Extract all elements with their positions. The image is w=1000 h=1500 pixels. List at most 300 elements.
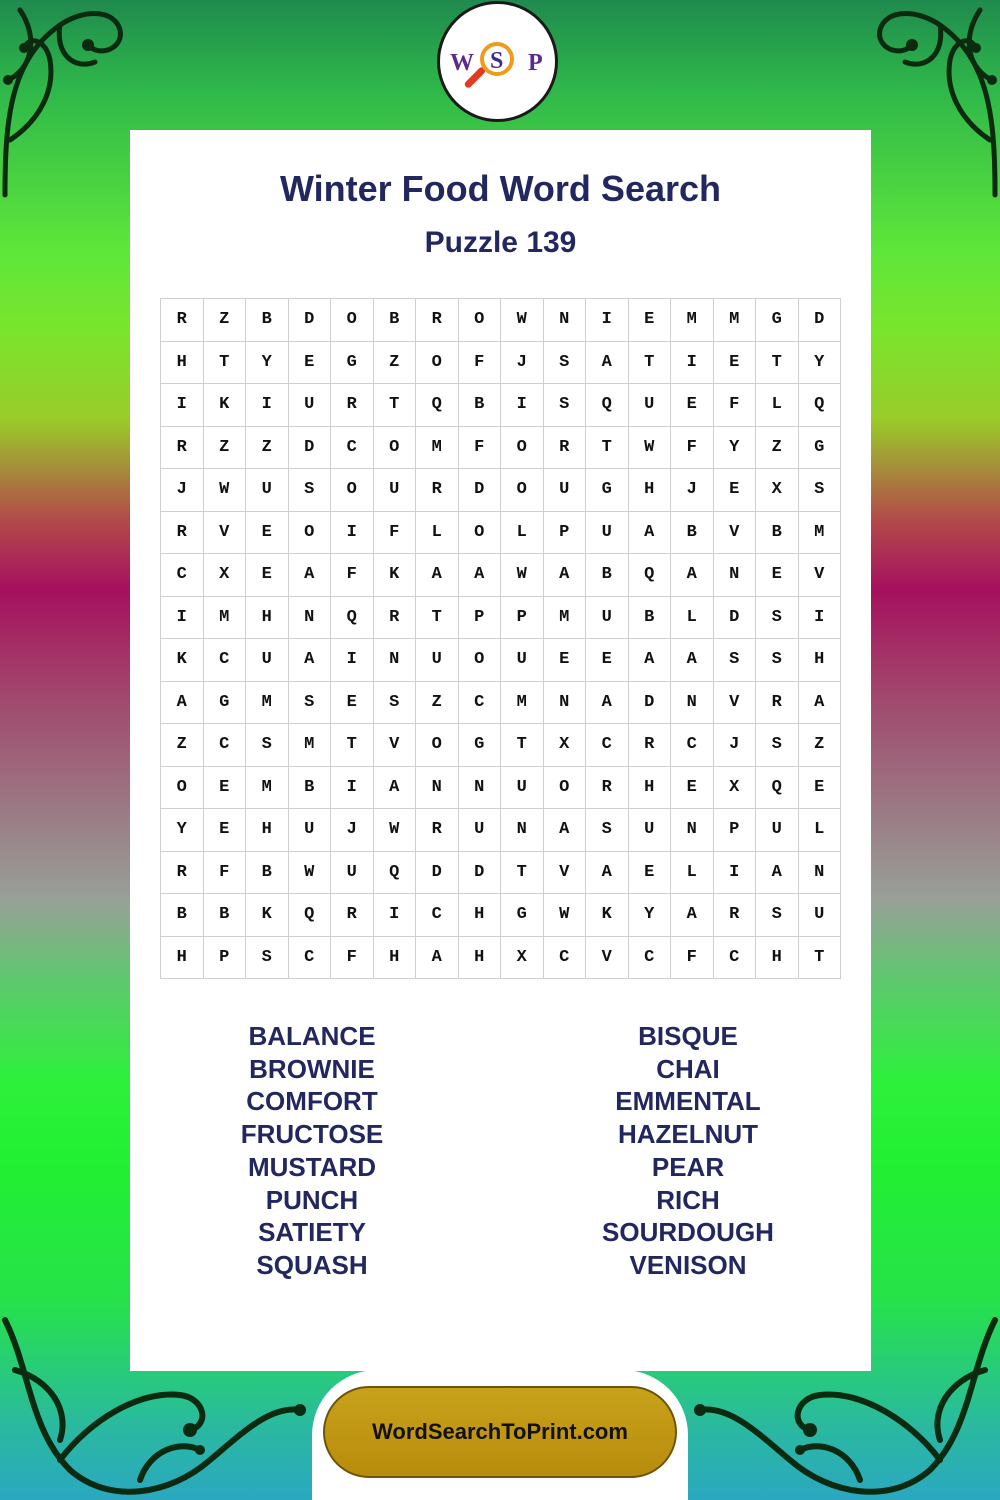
word-list-item: BROWNIE <box>249 1053 375 1084</box>
grid-cell[interactable]: C <box>458 681 501 724</box>
grid-cell[interactable]: O <box>543 766 586 809</box>
corner-ornament-top-right <box>870 0 1000 200</box>
grid-cell[interactable]: I <box>331 766 374 809</box>
grid-cell[interactable]: C <box>586 724 629 767</box>
grid-cell[interactable]: Q <box>628 554 671 597</box>
grid-cell[interactable]: J <box>671 469 714 512</box>
grid-cell[interactable]: T <box>628 341 671 384</box>
grid-row <box>161 469 841 512</box>
grid-cell[interactable]: C <box>628 936 671 979</box>
grid-cell[interactable]: Y <box>713 426 756 469</box>
grid-cell[interactable]: Q <box>373 851 416 894</box>
grid-cell[interactable]: R <box>161 511 204 554</box>
grid-cell[interactable]: A <box>671 894 714 937</box>
grid-cell[interactable]: Z <box>756 426 799 469</box>
word-list-item: BALANCE <box>248 1021 376 1051</box>
grid-cell[interactable]: Z <box>416 681 459 724</box>
logo-letter-w: W <box>450 50 474 76</box>
grid-cell[interactable]: B <box>628 596 671 639</box>
grid-cell[interactable]: P <box>203 936 246 979</box>
grid-cell[interactable]: F <box>671 426 714 469</box>
grid-cell[interactable]: J <box>161 469 204 512</box>
grid-cell[interactable]: A <box>671 639 714 682</box>
grid-cell[interactable]: A <box>798 681 841 724</box>
grid-cell[interactable]: V <box>543 851 586 894</box>
grid-cell[interactable]: Z <box>203 426 246 469</box>
grid-cell[interactable]: W <box>373 809 416 852</box>
grid-cell[interactable]: P <box>458 596 501 639</box>
grid-cell[interactable]: H <box>458 894 501 937</box>
grid-cell[interactable]: E <box>628 299 671 342</box>
grid-cell[interactable]: V <box>586 936 629 979</box>
grid-cell[interactable]: B <box>161 894 204 937</box>
word-list-item: SOURDOUGH <box>602 1217 774 1248</box>
grid-cell[interactable]: A <box>586 851 629 894</box>
grid-cell[interactable]: R <box>416 299 459 342</box>
grid-cell[interactable]: A <box>543 809 586 852</box>
grid-cell[interactable]: U <box>501 766 544 809</box>
grid-cell[interactable]: A <box>416 936 459 979</box>
grid-cell[interactable]: M <box>416 426 459 469</box>
grid-cell[interactable]: Z <box>246 426 289 469</box>
grid-cell[interactable]: H <box>373 936 416 979</box>
grid-cell[interactable]: F <box>331 554 374 597</box>
grid-cell[interactable]: R <box>756 681 799 724</box>
grid-cell[interactable]: O <box>331 299 374 342</box>
grid-cell[interactable]: O <box>458 299 501 342</box>
grid-cell[interactable]: H <box>246 596 289 639</box>
grid-cell[interactable]: W <box>501 299 544 342</box>
grid-cell[interactable]: X <box>501 936 544 979</box>
grid-cell[interactable]: T <box>756 341 799 384</box>
grid-cell[interactable]: R <box>331 384 374 427</box>
grid-cell[interactable]: U <box>458 809 501 852</box>
grid-cell[interactable]: Q <box>288 894 331 937</box>
grid-cell[interactable]: B <box>373 299 416 342</box>
grid-row <box>161 851 841 894</box>
grid-cell[interactable]: E <box>203 766 246 809</box>
grid-cell[interactable]: B <box>756 511 799 554</box>
grid-cell[interactable]: F <box>671 936 714 979</box>
grid-cell[interactable]: S <box>543 384 586 427</box>
grid-cell[interactable]: R <box>161 426 204 469</box>
grid-cell[interactable]: F <box>373 511 416 554</box>
word-list-item: SQUASH <box>256 1249 368 1280</box>
grid-cell[interactable]: C <box>543 936 586 979</box>
grid-cell[interactable]: T <box>373 384 416 427</box>
grid-cell[interactable]: D <box>628 681 671 724</box>
grid-cell[interactable]: B <box>288 766 331 809</box>
grid-cell[interactable]: G <box>331 341 374 384</box>
grid-row <box>161 809 841 852</box>
grid-cell[interactable]: E <box>543 639 586 682</box>
grid-cell[interactable]: V <box>713 511 756 554</box>
grid-cell[interactable]: S <box>586 809 629 852</box>
word-list-item: SATIETY <box>258 1217 366 1248</box>
grid-cell[interactable]: N <box>671 809 714 852</box>
grid-cell[interactable]: C <box>288 936 331 979</box>
grid-cell[interactable]: E <box>586 639 629 682</box>
grid-cell[interactable]: D <box>713 596 756 639</box>
corner-ornament-top-left <box>0 0 130 200</box>
grid-cell[interactable]: E <box>203 809 246 852</box>
grid-cell[interactable]: L <box>798 809 841 852</box>
grid-cell[interactable]: U <box>543 469 586 512</box>
grid-cell[interactable]: S <box>246 724 289 767</box>
grid-cell[interactable]: P <box>501 596 544 639</box>
grid-cell[interactable]: U <box>798 894 841 937</box>
grid-cell[interactable]: E <box>671 384 714 427</box>
grid-cell[interactable]: I <box>713 851 756 894</box>
grid-cell[interactable]: O <box>458 511 501 554</box>
grid-cell[interactable]: I <box>501 384 544 427</box>
word-list-item: FRUCTOSE <box>240 1119 384 1150</box>
grid-cell[interactable]: T <box>501 851 544 894</box>
grid-cell[interactable]: U <box>756 809 799 852</box>
grid-cell[interactable]: V <box>798 554 841 597</box>
grid-cell[interactable]: L <box>671 851 714 894</box>
grid-cell[interactable]: M <box>671 299 714 342</box>
grid-cell[interactable]: N <box>713 554 756 597</box>
grid-cell[interactable]: K <box>373 554 416 597</box>
grid-cell[interactable]: A <box>416 554 459 597</box>
grid-cell[interactable]: L <box>756 384 799 427</box>
grid-cell[interactable]: G <box>586 469 629 512</box>
grid-cell[interactable]: M <box>246 766 289 809</box>
grid-row <box>161 554 841 597</box>
grid-cell[interactable]: Y <box>161 809 204 852</box>
grid-cell[interactable]: E <box>798 766 841 809</box>
letter-grid <box>160 298 841 979</box>
grid-cell[interactable]: R <box>628 724 671 767</box>
grid-cell[interactable]: E <box>671 766 714 809</box>
grid-cell[interactable]: R <box>161 299 204 342</box>
grid-cell[interactable]: N <box>288 596 331 639</box>
grid-cell[interactable]: E <box>713 469 756 512</box>
grid-cell[interactable]: E <box>246 511 289 554</box>
grid-cell[interactable]: A <box>586 341 629 384</box>
grid-cell[interactable]: J <box>331 809 374 852</box>
grid-cell[interactable]: Q <box>586 384 629 427</box>
grid-cell[interactable]: R <box>331 894 374 937</box>
grid-cell[interactable]: N <box>543 681 586 724</box>
grid-cell[interactable]: U <box>586 511 629 554</box>
grid-cell[interactable]: W <box>501 554 544 597</box>
grid-cell[interactable]: B <box>458 384 501 427</box>
grid-cell[interactable]: Z <box>798 724 841 767</box>
grid-cell[interactable]: E <box>756 554 799 597</box>
grid-cell[interactable]: G <box>458 724 501 767</box>
grid-cell[interactable]: X <box>756 469 799 512</box>
grid-cell[interactable]: S <box>798 469 841 512</box>
grid-cell[interactable]: A <box>671 554 714 597</box>
grid-cell[interactable]: Q <box>798 384 841 427</box>
grid-cell[interactable]: Y <box>628 894 671 937</box>
grid-cell[interactable]: A <box>161 681 204 724</box>
grid-cell[interactable]: A <box>628 511 671 554</box>
grid-cell[interactable]: R <box>416 469 459 512</box>
grid-cell[interactable]: N <box>543 299 586 342</box>
logo-letter-p: P <box>528 50 543 76</box>
grid-row <box>161 766 841 809</box>
grid-cell[interactable]: O <box>416 341 459 384</box>
grid-row <box>161 299 841 342</box>
grid-cell[interactable]: S <box>756 639 799 682</box>
grid-cell[interactable]: R <box>161 851 204 894</box>
grid-cell[interactable]: Q <box>416 384 459 427</box>
grid-cell[interactable]: I <box>373 894 416 937</box>
grid-cell[interactable]: E <box>288 341 331 384</box>
site-logo[interactable] <box>437 1 558 122</box>
grid-cell[interactable]: V <box>713 681 756 724</box>
grid-cell[interactable]: X <box>713 766 756 809</box>
grid-cell[interactable]: C <box>671 724 714 767</box>
grid-cell[interactable]: T <box>331 724 374 767</box>
grid-cell[interactable]: I <box>671 341 714 384</box>
grid-cell[interactable]: O <box>373 426 416 469</box>
grid-cell[interactable]: U <box>416 639 459 682</box>
grid-cell[interactable]: H <box>161 341 204 384</box>
grid-cell[interactable]: F <box>458 426 501 469</box>
grid-cell[interactable]: H <box>246 809 289 852</box>
grid-cell[interactable]: L <box>416 511 459 554</box>
grid-cell[interactable]: U <box>501 639 544 682</box>
grid-cell[interactable]: S <box>288 681 331 724</box>
grid-row <box>161 681 841 724</box>
grid-cell[interactable]: N <box>416 766 459 809</box>
grid-cell[interactable]: I <box>161 384 204 427</box>
grid-cell[interactable]: U <box>373 469 416 512</box>
grid-cell[interactable]: H <box>628 469 671 512</box>
grid-cell[interactable]: Q <box>756 766 799 809</box>
word-list-item: PEAR <box>651 1151 725 1182</box>
grid-cell[interactable]: S <box>373 681 416 724</box>
grid-cell[interactable]: H <box>756 936 799 979</box>
page-title: Winter Food Word Search <box>279 168 722 209</box>
grid-cell[interactable]: B <box>586 554 629 597</box>
grid-cell[interactable]: B <box>671 511 714 554</box>
grid-row <box>161 894 841 937</box>
grid-cell[interactable]: Z <box>203 299 246 342</box>
word-list-item: PUNCH <box>265 1184 359 1215</box>
grid-cell[interactable]: C <box>331 426 374 469</box>
grid-cell[interactable]: C <box>416 894 459 937</box>
grid-cell[interactable]: O <box>501 426 544 469</box>
grid-cell[interactable]: F <box>203 851 246 894</box>
word-list-item: BISQUE <box>638 1021 738 1051</box>
grid-cell[interactable]: T <box>203 341 246 384</box>
grid-cell[interactable]: K <box>203 384 246 427</box>
grid-cell[interactable]: W <box>543 894 586 937</box>
grid-cell[interactable]: R <box>543 426 586 469</box>
grid-cell[interactable]: M <box>501 681 544 724</box>
grid-cell[interactable]: W <box>628 426 671 469</box>
grid-cell[interactable]: G <box>756 299 799 342</box>
word-list-item: COMFORT <box>246 1086 378 1117</box>
grid-row <box>161 936 841 979</box>
grid-row <box>161 426 841 469</box>
grid-cell[interactable]: X <box>203 554 246 597</box>
grid-cell[interactable]: J <box>713 724 756 767</box>
grid-cell[interactable]: F <box>713 384 756 427</box>
grid-cell[interactable]: S <box>543 341 586 384</box>
grid-cell[interactable]: U <box>288 809 331 852</box>
word-list-item: CHAI <box>656 1053 720 1084</box>
grid-cell[interactable]: V <box>203 511 246 554</box>
grid-cell[interactable]: F <box>331 936 374 979</box>
grid-cell[interactable]: T <box>798 936 841 979</box>
grid-cell[interactable]: T <box>501 724 544 767</box>
grid-cell[interactable]: E <box>713 341 756 384</box>
grid-cell[interactable]: K <box>246 894 289 937</box>
grid-row <box>161 724 841 767</box>
grid-cell[interactable]: U <box>246 469 289 512</box>
grid-cell[interactable]: K <box>161 639 204 682</box>
grid-cell[interactable]: S <box>713 639 756 682</box>
word-list-item: RICH <box>656 1184 720 1215</box>
grid-cell[interactable]: C <box>161 554 204 597</box>
grid-cell[interactable]: Q <box>331 596 374 639</box>
grid-cell[interactable]: P <box>543 511 586 554</box>
grid-cell[interactable]: W <box>203 469 246 512</box>
grid-cell[interactable]: H <box>458 936 501 979</box>
grid-cell[interactable]: O <box>161 766 204 809</box>
grid-cell[interactable]: D <box>458 851 501 894</box>
grid-cell[interactable]: A <box>586 681 629 724</box>
grid-cell[interactable]: O <box>288 511 331 554</box>
grid-cell[interactable]: N <box>671 681 714 724</box>
grid-cell[interactable]: K <box>586 894 629 937</box>
grid-cell[interactable]: S <box>756 894 799 937</box>
grid-cell[interactable]: A <box>288 554 331 597</box>
grid-cell[interactable]: B <box>203 894 246 937</box>
word-list-right <box>508 1020 868 1282</box>
grid-cell[interactable]: Y <box>246 341 289 384</box>
grid-cell[interactable]: G <box>798 426 841 469</box>
grid-cell[interactable]: L <box>671 596 714 639</box>
grid-cell[interactable]: M <box>288 724 331 767</box>
grid-cell[interactable]: V <box>373 724 416 767</box>
grid-cell[interactable]: W <box>288 851 331 894</box>
grid-cell[interactable]: D <box>288 299 331 342</box>
grid-cell[interactable]: R <box>586 766 629 809</box>
grid-cell[interactable]: A <box>628 639 671 682</box>
grid-row <box>161 341 841 384</box>
grid-cell[interactable]: H <box>628 766 671 809</box>
grid-row <box>161 384 841 427</box>
grid-cell[interactable]: C <box>203 724 246 767</box>
grid-cell[interactable]: O <box>416 724 459 767</box>
grid-cell[interactable]: U <box>246 639 289 682</box>
word-list-item: HAZELNUT <box>617 1119 759 1150</box>
grid-cell[interactable]: M <box>543 596 586 639</box>
grid-cell[interactable]: Z <box>373 341 416 384</box>
grid-cell[interactable]: G <box>501 894 544 937</box>
grid-cell[interactable]: U <box>288 384 331 427</box>
grid-cell[interactable]: T <box>586 426 629 469</box>
grid-cell[interactable]: G <box>203 681 246 724</box>
grid-cell[interactable]: S <box>288 469 331 512</box>
grid-cell[interactable]: P <box>713 809 756 852</box>
word-list-item: EMMENTAL <box>615 1086 761 1117</box>
grid-cell[interactable]: I <box>331 511 374 554</box>
grid-cell[interactable]: N <box>798 851 841 894</box>
grid-cell[interactable]: I <box>161 596 204 639</box>
grid-cell[interactable]: I <box>246 384 289 427</box>
grid-cell[interactable]: O <box>501 469 544 512</box>
grid-cell[interactable]: L <box>501 511 544 554</box>
grid-cell[interactable]: U <box>628 384 671 427</box>
grid-cell[interactable]: Z <box>161 724 204 767</box>
site-link-button[interactable]: WordSearchToPrint.com <box>323 1386 677 1478</box>
grid-cell[interactable]: E <box>331 681 374 724</box>
grid-cell[interactable]: B <box>246 851 289 894</box>
grid-cell[interactable]: N <box>501 809 544 852</box>
grid-cell[interactable]: O <box>331 469 374 512</box>
grid-cell[interactable]: B <box>246 299 289 342</box>
grid-cell[interactable]: S <box>246 936 289 979</box>
grid-cell[interactable]: A <box>288 639 331 682</box>
grid-cell[interactable]: R <box>713 894 756 937</box>
grid-row <box>161 596 841 639</box>
grid-cell[interactable]: N <box>458 766 501 809</box>
grid-cell[interactable]: H <box>798 639 841 682</box>
grid-cell[interactable]: J <box>501 341 544 384</box>
grid-cell[interactable]: H <box>161 936 204 979</box>
grid-cell[interactable]: M <box>798 511 841 554</box>
grid-cell[interactable]: O <box>458 639 501 682</box>
puzzle-number: Puzzle 139 <box>424 226 577 259</box>
grid-cell[interactable]: I <box>331 639 374 682</box>
grid-cell[interactable]: D <box>798 299 841 342</box>
grid-cell[interactable]: T <box>416 596 459 639</box>
grid-cell[interactable]: C <box>713 936 756 979</box>
grid-cell[interactable]: M <box>713 299 756 342</box>
grid-cell[interactable]: E <box>628 851 671 894</box>
grid-cell[interactable]: S <box>756 596 799 639</box>
grid-cell[interactable]: E <box>246 554 289 597</box>
grid-cell[interactable]: N <box>373 639 416 682</box>
grid-cell[interactable]: R <box>373 596 416 639</box>
grid-cell[interactable]: Y <box>798 341 841 384</box>
grid-row <box>161 511 841 554</box>
word-list-left <box>132 1020 492 1282</box>
grid-cell[interactable]: M <box>203 596 246 639</box>
grid-cell[interactable]: U <box>586 596 629 639</box>
grid-cell[interactable]: M <box>246 681 289 724</box>
grid-cell[interactable]: D <box>458 469 501 512</box>
grid-cell[interactable]: I <box>798 596 841 639</box>
grid-cell[interactable]: A <box>756 851 799 894</box>
grid-cell[interactable]: S <box>756 724 799 767</box>
grid-cell[interactable]: A <box>543 554 586 597</box>
grid-cell[interactable]: D <box>416 851 459 894</box>
grid-cell[interactable]: F <box>458 341 501 384</box>
grid-cell[interactable]: X <box>543 724 586 767</box>
puzzle-sheet <box>130 130 871 1371</box>
grid-cell[interactable]: U <box>331 851 374 894</box>
grid-cell[interactable]: A <box>373 766 416 809</box>
word-list-item: VENISON <box>629 1249 747 1280</box>
grid-cell[interactable]: U <box>628 809 671 852</box>
grid-cell[interactable]: A <box>458 554 501 597</box>
word-list-item: MUSTARD <box>247 1151 377 1182</box>
grid-cell[interactable]: C <box>203 639 246 682</box>
grid-row <box>161 639 841 682</box>
grid-cell[interactable]: I <box>586 299 629 342</box>
grid-cell[interactable]: D <box>288 426 331 469</box>
grid-cell[interactable]: R <box>416 809 459 852</box>
